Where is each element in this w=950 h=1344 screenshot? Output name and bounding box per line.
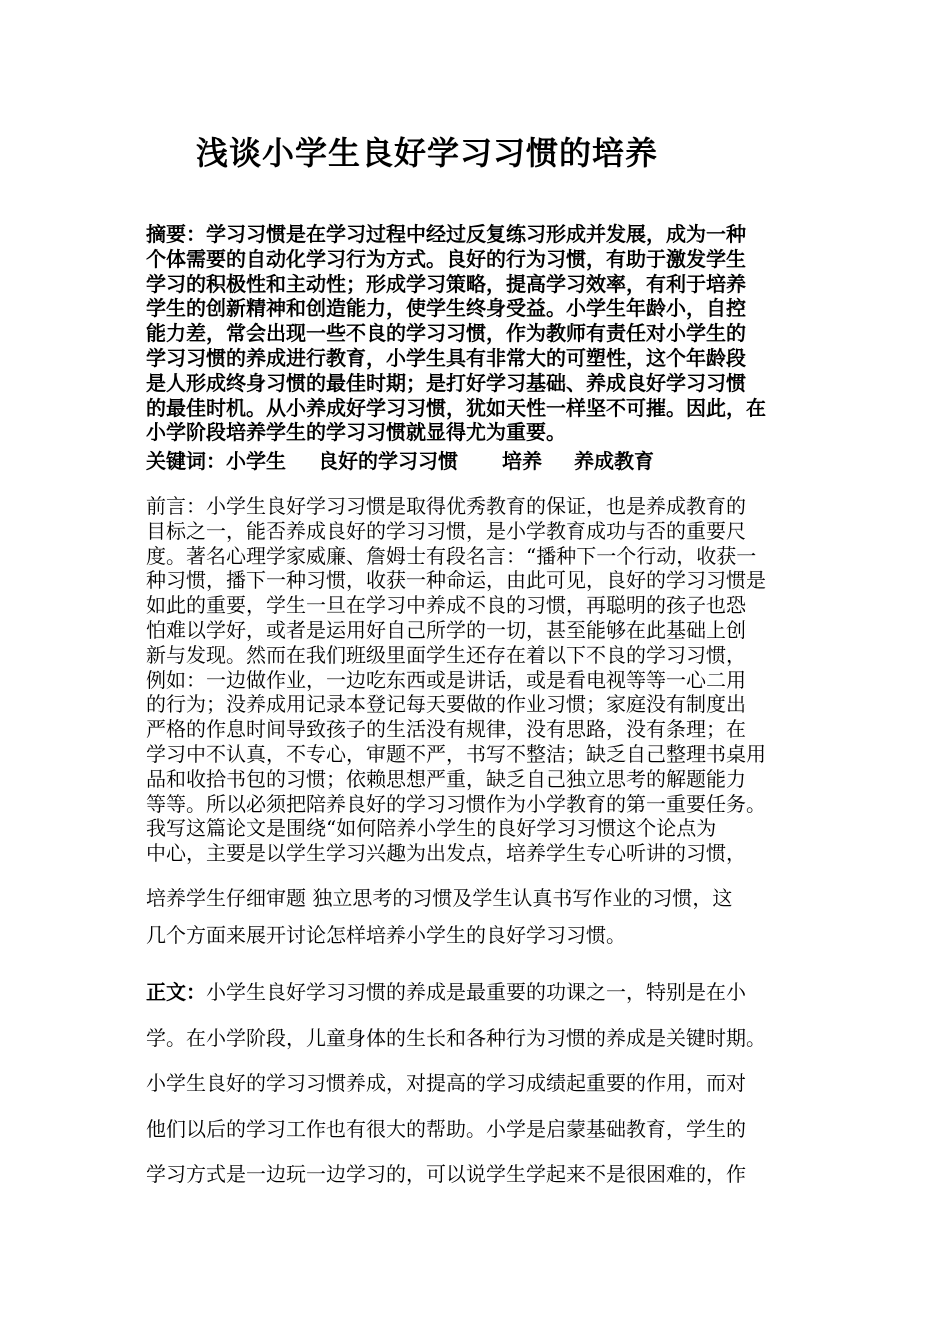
preface-line: 我写这篇论文是围绕“如何陪养小学生的良好学习习惯这个论点为 (146, 816, 717, 841)
abstract-label: 摘要： (146, 222, 206, 246)
preface-line: 如此的重要，学生一旦在学习中养成不良的习惯，再聪明的孩子也恐 (146, 593, 746, 618)
document-title: 浅谈小学生良好学习习惯的培养 (196, 134, 659, 172)
abstract-line: 能力差，常会出现一些不良的学习习惯，作为教师有责任对小学生的 (146, 321, 746, 346)
abstract-line: 学习的积极性和主动性；形成学习策略，提高学习效率，有利于培养 (146, 271, 746, 296)
preface-line: 中心，主要是以学生学习兴趣为出发点，培养学生专心听讲的习惯， (146, 841, 746, 866)
preface-tail (146, 880, 826, 954)
abstract-line: 学习习惯的养成进行教育，小学生具有非常大的可塑性，这个年龄段 (146, 345, 746, 370)
keyword: 培养 (502, 449, 542, 473)
preface-line: 严格的作息时间导致孩子的生活没有规律，没有思路，没有条理；在 (146, 717, 746, 742)
keyword: 养成教育 (574, 449, 654, 473)
preface-line: 的行为；没养成用记录本登记每天要做的作业习惯；家庭没有制度出 (146, 692, 746, 717)
body-section (146, 970, 826, 1198)
body-line: 小学生良好的学习习惯养成，对提高的学习成绩起重要的作用，而对 (146, 1071, 746, 1095)
keywords-line (146, 449, 826, 474)
abstract-line: 摘要：学习习惯是在学习过程中经过反复练习形成并发展，成为一种 (146, 222, 746, 246)
preface-line: 学习中不认真，不专心，审题不严，书写不整洁；缺乏自己整理书桌用 (146, 741, 766, 766)
preface-line: 种习惯，播下一种习惯，收获一种命运，由此可见，良好的学习习惯是 (146, 568, 766, 593)
preface-line: 怕难以学好，或者是运用好自己所学的一切，甚至能够在此基础上创 (146, 617, 746, 642)
keyword: 良好的学习习惯 (318, 449, 458, 473)
body-label: 正文： (146, 980, 206, 1004)
body-line: 他们以后的学习工作也有很大的帮助。小学是启蒙基础教育，学生的 (146, 1116, 746, 1141)
body-line: 学习方式是一边玩一边学习的，可以说学生学起来不是很困难的，作 (146, 1162, 746, 1186)
keywords-label: 关键词： (146, 449, 226, 473)
abstract-line: 学生的创新精神和创造能力，使学生终身受益。小学生年龄小，自控 (146, 296, 746, 321)
abstract-line: 是人形成终身习惯的最佳时期；是打好学习基础、养成良好学习习惯 (146, 370, 746, 395)
body-line: 正文：小学生良好学习习惯的养成是最重要的功课之一，特别是在小 (146, 980, 746, 1004)
preface-line: 等等。所以必须把陪养良好的学习习惯作为小学教育的第一重要任务。 (146, 791, 766, 816)
preface-line: 培养学生仔细审题 独立思考的习惯及学生认真书写作业的习惯，这 (146, 886, 733, 910)
preface-line: 新与发现。然而在我们班级里面学生还存在着以下不良的学习习惯， (146, 642, 746, 667)
abstract-line: 个体需要的自动化学习行为方式。良好的行为习惯，有助于激发学生 (146, 246, 746, 271)
abstract-line: 小学阶段培养学生的学习习惯就显得尤为重要。 (146, 420, 566, 445)
abstract-section (146, 222, 826, 445)
body-line: 学。在小学阶段，儿童身体的生长和各种行为习惯的养成是关键时期。 (146, 1025, 766, 1050)
preface-line: 几个方面来展开讨论怎样培养小学生的良好学习习惯。 (146, 923, 626, 947)
abstract-line: 的最佳时机。从小养成好学习习惯，犹如天性一样坚不可摧。因此，在 (146, 395, 766, 420)
preface-line: 前言：小学生良好学习习惯是取得优秀教育的保证，也是养成教育的 (146, 494, 746, 518)
preface-section (146, 494, 826, 866)
preface-line: 目标之一，能否养成良好的学习习惯，是小学教育成功与否的重要尺 (146, 518, 746, 543)
preface-line: 品和收拾书包的习惯；依赖思想严重，缺乏自己独立思考的解题能力 (146, 766, 746, 791)
preface-line: 度。著名心理学家威廉、詹姆士有段名言：“播种下一个行动，收获一 (146, 543, 757, 568)
keyword: 小学生 (226, 449, 286, 473)
preface-line: 例如：一边做作业，一边吃东西或是讲话，或是看电视等等一心二用 (146, 667, 746, 692)
